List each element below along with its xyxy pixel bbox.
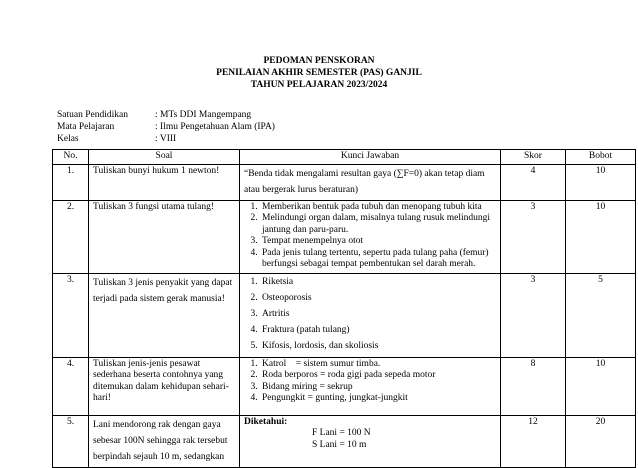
row-kunci xyxy=(240,273,501,357)
row-no: 3. xyxy=(53,273,89,357)
header-bobot: Bobot xyxy=(566,150,636,165)
row-soal: Tuliskan 3 fungsi utama tulang! xyxy=(89,200,240,273)
row-soal: Tuliskan bunyi hukum 1 newton! xyxy=(89,164,240,200)
list-item: 3. Artritis xyxy=(260,307,496,321)
row-no: 1. xyxy=(53,164,89,200)
kelas-label: Kelas xyxy=(57,134,79,144)
row-no: 4. xyxy=(53,357,89,415)
list-item: 5. Kifosis, lordosis, dan skoliosis xyxy=(260,339,496,353)
document-title: PEDOMAN PENSKORAN xyxy=(263,56,375,66)
list-item: 3. Tempat menempelnya otot xyxy=(260,236,496,248)
row-kunci xyxy=(240,357,501,415)
row-no: 2. xyxy=(53,200,89,273)
list-item: 1. Riketsia xyxy=(260,275,496,289)
kunci-line: F Lani = 100 N xyxy=(312,428,371,438)
row-soal: Lani mendorong rak dengan gaya sebesar 100N sehingga rak tersebut berpindah sejauh 10 m, sedangkan xyxy=(89,415,240,467)
header-kunci: Kunci Jawaban xyxy=(240,150,501,165)
list-item: 4. Fraktura (patah tulang) xyxy=(260,323,496,337)
table-row xyxy=(53,357,636,415)
kelas-value: : VIII xyxy=(155,134,177,144)
row-bobot: 10 xyxy=(566,164,636,200)
satuan-label: Satuan Pendidikan xyxy=(57,110,128,120)
mapel-label: Mata Pelajaran xyxy=(57,122,115,132)
table-row xyxy=(53,415,636,467)
row-bobot: 10 xyxy=(566,200,636,273)
row-bobot: 10 xyxy=(566,357,636,415)
list-item: 2. Osteoporosis xyxy=(260,291,496,305)
row-kunci xyxy=(240,200,501,273)
list-item: 2. Roda berporos = roda gigi pada sepeda motor xyxy=(260,370,496,382)
mapel-value: : Ilmu Pengetahuan Alam (IPA) xyxy=(155,122,275,132)
table-row xyxy=(53,200,636,273)
satuan-value: : MTs DDI Mangempang xyxy=(155,110,252,120)
list-item: 3. Bidang miring = sekrup xyxy=(260,382,496,394)
list-item: 1. Katrol = sistem sumur timba. xyxy=(260,359,496,371)
list-item: 4. Pengungkit = gunting, jungkat-jungkit xyxy=(260,393,496,405)
row-no: 5. xyxy=(53,415,89,467)
table-row xyxy=(53,164,636,200)
row-bobot: 5 xyxy=(566,273,636,357)
kunci-heading: Diketahui: xyxy=(244,416,288,427)
header-soal: Soal xyxy=(89,150,240,165)
row-skor: 4 xyxy=(501,164,566,200)
list-item: 4. Pada jenis tulang tertentu, sepertu pada tulang paha (femur) berfungsi sebagai tempat pembentukan sel darah merah. xyxy=(260,248,496,271)
row-skor: 8 xyxy=(501,357,566,415)
list-item: 2. Melindungi organ dalam, misalnya tulang rusuk melindungi jantung dan paru-paru. xyxy=(260,213,496,236)
document-year: TAHUN PELAJARAN 2023/2024 xyxy=(250,80,388,90)
header-no: No. xyxy=(53,150,89,165)
row-soal: Tuliskan 3 jenis penyakit yang dapat terjadi pada sistem gerak manusia! xyxy=(89,273,240,357)
list-item: 1. Memberikan bentuk pada tubuh dan menopang tubuh kita xyxy=(260,202,496,214)
kunci-line: S Lani = 10 m xyxy=(312,439,367,450)
row-kunci: “Benda tidak mengalami resultan gaya (∑F=0) akan tetap diam atau bergerak lurus beraturan) xyxy=(240,164,501,200)
row-skor: 3 xyxy=(501,200,566,273)
scoring-table xyxy=(52,149,636,468)
table-header-row xyxy=(53,150,636,165)
table-row xyxy=(53,273,636,357)
row-skor: 3 xyxy=(501,273,566,357)
row-kunci xyxy=(240,415,501,467)
row-soal: Tuliskan jenis-jenis pesawat sederhana beserta contohnya yang ditemukan dalam kehidupan sehari-hari! xyxy=(89,357,240,415)
row-skor: 12 xyxy=(501,415,566,467)
header-skor: Skor xyxy=(501,150,566,165)
row-bobot: 20 xyxy=(566,415,636,467)
document-subtitle: PENILAIAN AKHIR SEMESTER (PAS) GANJIL xyxy=(216,68,422,78)
